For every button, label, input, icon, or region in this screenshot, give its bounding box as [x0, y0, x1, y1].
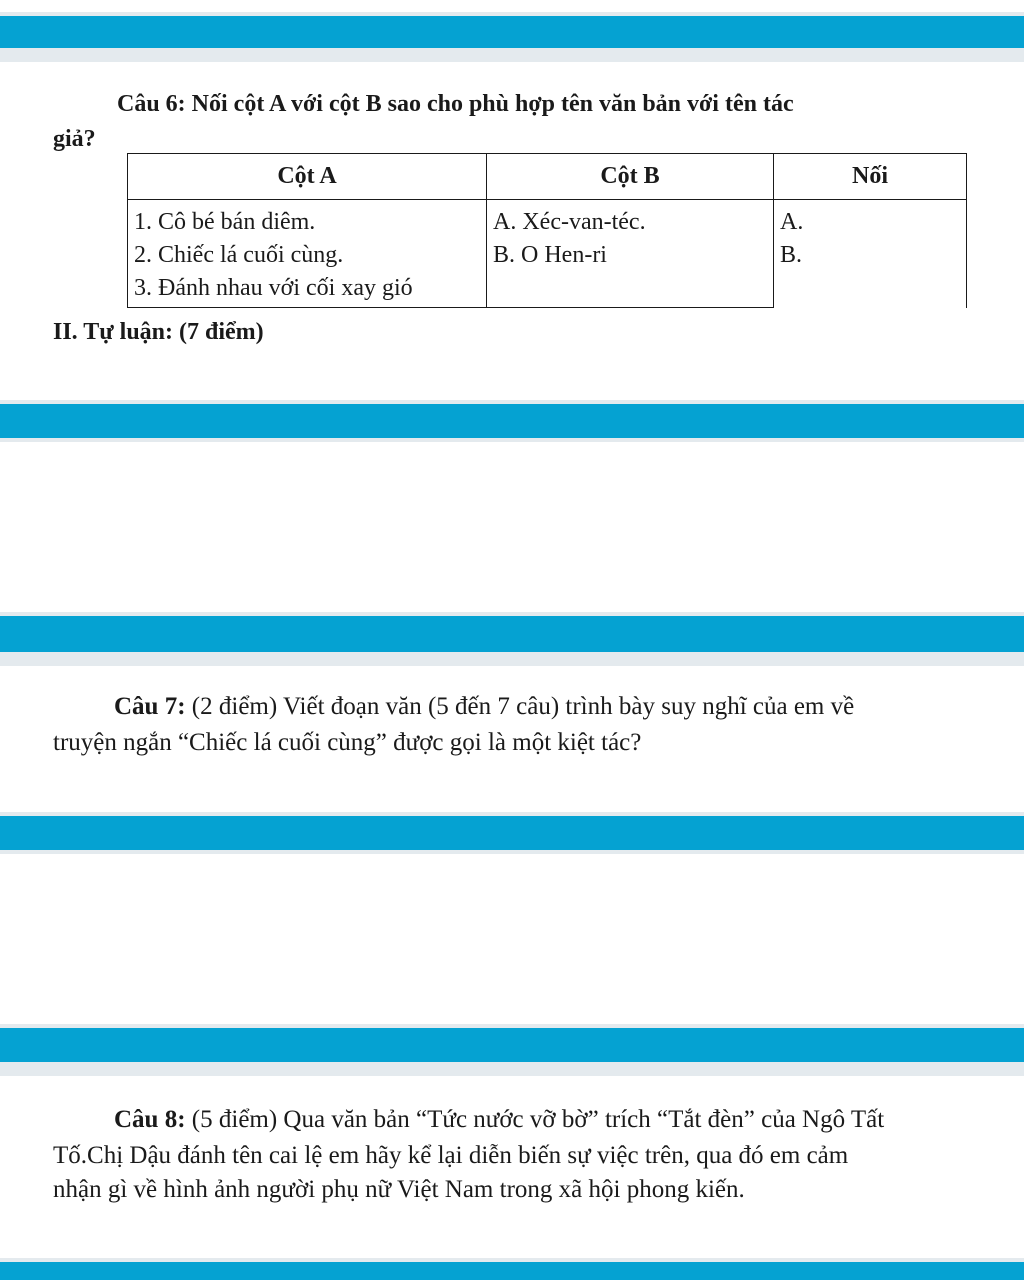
header-col-noi: Nối — [774, 154, 967, 200]
matching-table — [127, 153, 967, 308]
section-title: II. Tự luận: (7 điểm) — [53, 319, 264, 345]
blue-separator-band — [0, 404, 1024, 438]
question7-label: Câu 7: — [114, 693, 186, 720]
question7-line2: truyện ngắn “Chiếc lá cuối cùng” được gọi là một kiệt tác? — [53, 729, 642, 756]
blue-separator-band — [0, 1262, 1024, 1280]
col-a-cell — [128, 200, 487, 308]
question6-line1 — [117, 88, 794, 120]
col-b-cell — [487, 200, 774, 308]
header-col-b: Cột B — [487, 154, 774, 200]
band-edge — [0, 438, 1024, 442]
col-a-item: 2. Chiếc lá cuối cùng. — [134, 242, 344, 268]
col-noi-item: A. — [780, 209, 804, 235]
blue-separator-band — [0, 16, 1024, 48]
band-edge — [0, 850, 1024, 854]
question8-text: (5 điểm) Qua văn bản “Tức nước vỡ bờ” trích “Tắt đèn” của Ngô Tất — [185, 1106, 885, 1133]
col-a-item: 3. Đánh nhau với cối xay gió — [134, 275, 413, 301]
question8-line1 — [114, 1104, 884, 1136]
col-noi-cell — [774, 200, 967, 308]
band-edge — [0, 1062, 1024, 1076]
band-edge — [0, 652, 1024, 666]
question8-line3: nhận gì về hình ảnh người phụ nữ Việt Nam trong xã hội phong kiến. — [53, 1176, 745, 1203]
question7-text: (2 điểm) Viết đoạn văn (5 đến 7 câu) trình bày suy nghĩ của em về — [185, 693, 855, 720]
band-edge — [0, 48, 1024, 62]
table-header-row — [128, 154, 967, 200]
table-row — [128, 200, 967, 308]
question8-line2: Tố.Chị Dậu đánh tên cai lệ em hãy kể lại diễn biến sự việc trên, qua đó em cảm — [53, 1142, 849, 1169]
question6-text: Nối cột A với cột B sao cho phù hợp tên văn bản với tên tác — [191, 91, 794, 117]
question8-label: Câu 8: — [114, 1106, 186, 1133]
question7-line1 — [114, 691, 854, 723]
col-noi-item: B. — [780, 242, 803, 268]
blue-separator-band — [0, 1028, 1024, 1062]
question6-label: Câu 6: — [117, 91, 186, 117]
col-b-item: A. Xéc-van-téc. — [493, 209, 646, 235]
blue-separator-band — [0, 816, 1024, 850]
col-a-item: 1. Cô bé bán diêm. — [134, 209, 316, 235]
header-col-a: Cột A — [128, 154, 487, 200]
question6-line2: giả? — [53, 126, 96, 152]
blue-separator-band — [0, 616, 1024, 652]
col-b-item: B. O Hen-ri — [493, 242, 607, 268]
